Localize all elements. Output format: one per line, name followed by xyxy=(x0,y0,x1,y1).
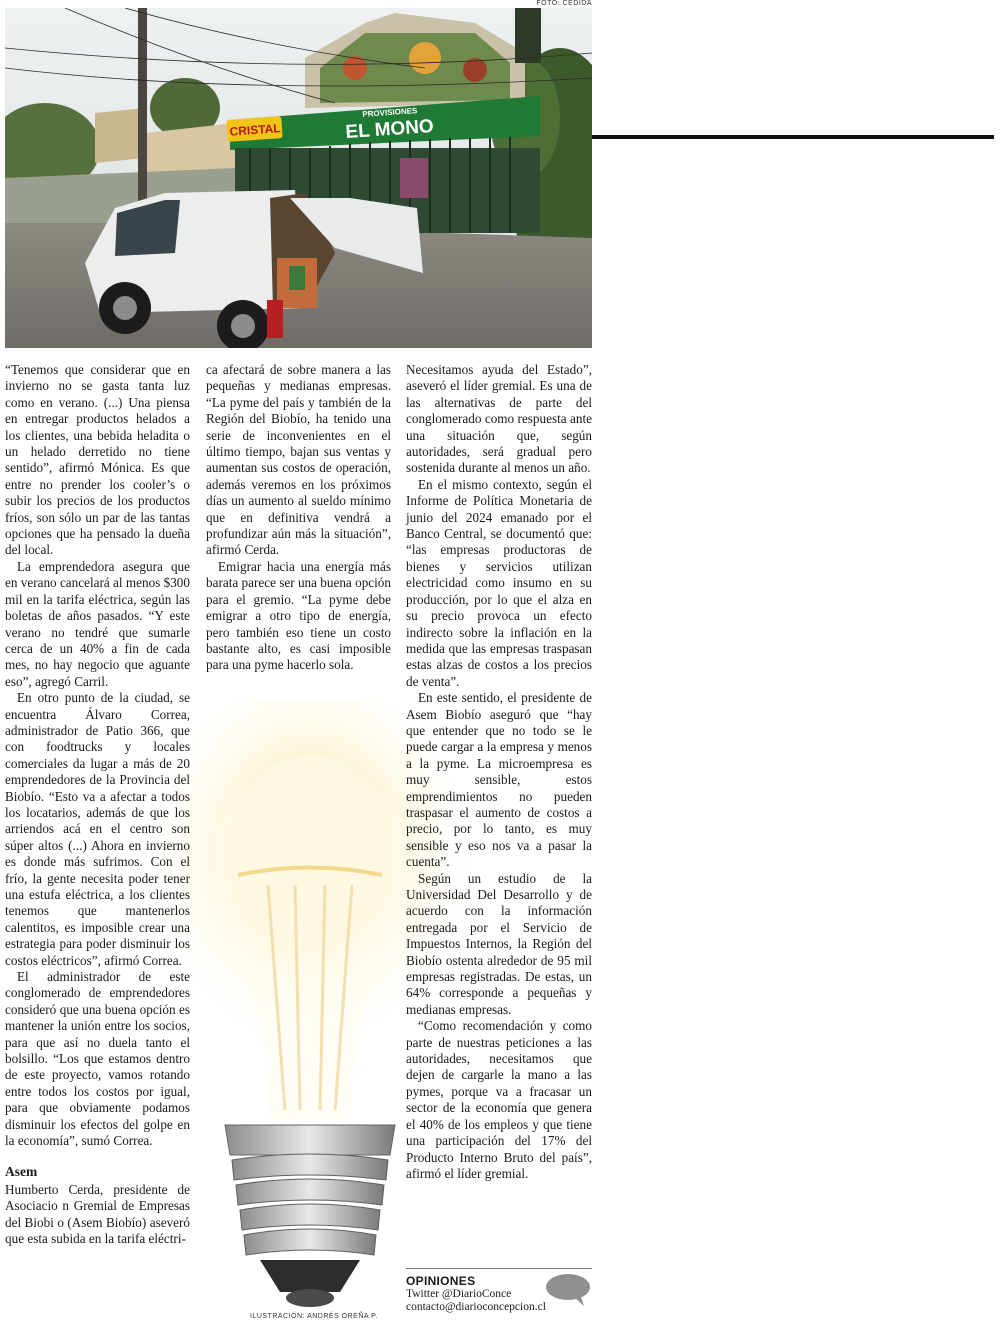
paragraph: En otro punto de la ciudad, se encuentra Álvaro Correa, administrador de Patio 366, que con foodtrucks y locales comerciales da lugar a más de 20 emprendedores de la Provincia del Biobío. “Esto va a afectar a todos los locatarios, además de que los arriendos acá en el centro son súper altos (...) Ahora en invierno es donde más sufrimos. Con el frío, la gente necesita poder tener una estufa eléctrica, a los clientes tenemos que mantenerlos calentitos, es imposible crear una estrategia para poder disminuir los costos eléctricos”, afirmó Correa. xyxy=(5,690,190,968)
twitter-handle[interactable]: Twitter @DiarioConce xyxy=(406,1288,512,1300)
store-sign-main: EL MONO xyxy=(344,115,435,144)
paragraph: Humberto Cerda, presidente de Asociacio n Gremial de Empresas del Biobi o (Asem Biobío) aseveró que esta subida en la tarifa eléctri- xyxy=(5,1181,190,1247)
storefront-photo xyxy=(5,8,592,348)
article-column-1 xyxy=(5,362,190,1248)
article-column-2 xyxy=(206,362,391,674)
photo-credit: FOTO: CEDIDA xyxy=(536,0,592,7)
paragraph: El administrador de este conglomerado de emprendedores consideró que una buena opción es mantener la unión entre los socios, para que así no duela tanto el bolsillo. “Los que estamos dentro de este proyecto, vamos rotando entre todos los costos por igual, para que obviamente podamos disminuir los efectos del golpe en la economía”, sumó Correa. xyxy=(5,969,190,1149)
paragraph: ca afectará de sobre manera a las pequeñas y medianas empresas. “La pyme del país y también de la Región del Biobío, ha tenido una serie de inconvenientes en el último tiempo, bajan sus ventas y aumentan sus costos de operación, además veremos en los próximos días un aumento al sueldo mínimo que en definitiva vendrá a profundizar aún más la situación”, afirmó Cerda. xyxy=(206,362,391,558)
paragraph: En este sentido, el presidente de Asem Biobío aseguró que “hay que entender que no todo se le puede cargar a la empresa y menos a la pyme. La microempresa es muy sensible, estos emprendimientos no pueden traspasar el aumento de costos a precio, por lo tanto, es muy sensible y eso nos va a pasar la cuenta”. xyxy=(406,690,592,870)
illustration-credit: ILUSTRACIÓN: ANDRÉS OREÑA P. xyxy=(250,1313,378,1320)
brand-sign-text: CRISTAL xyxy=(229,121,282,139)
paragraph: “Tenemos que considerar que en invierno no se gasta tanta luz como en verano. (...) Una piensa en entregar productos helados a los clientes, una bebida heladita o un helado derretido no tiene sentido”, afirmó Mónica. Es que entre no prender los cooler’s o subir los precios de los productos fríos, son sólo un par de las tantas opciones que ha pensado la dueña del local. xyxy=(5,362,190,558)
section-divider xyxy=(592,135,994,139)
paragraph: En el mismo contexto, según el Informe de Política Monetaria de junio del 2024 emanado por el Banco Central, se documentó que: “las empresas productoras de bienes y servicios utilizan electricidad como insumo en su producción, por lo que el alza en su precio provoca un efecto indirecto sobre la inflación en la medida que las empresas traspasan estas alzas de costos a los precios de venta”. xyxy=(406,476,592,689)
paragraph: Según un estudio de la Universidad Del Desarrollo y de acuerdo con la información entregada por el Servicio de Impuestos Internos, la Región del Biobío ostenta alrededor de 95 mil empresas registradas. De estas, un 64% corresponde a pequeñas y medianas empresas. xyxy=(406,870,592,1017)
paragraph: Necesitamos ayuda del Estado”, aseveró el líder gremial. Es una de las alternativas de parte del conglomerado como respuesta ante una situación que, según autoridades, será gradual pero sostenida durante al menos un año. xyxy=(406,362,592,476)
subheading: Asem xyxy=(5,1163,38,1179)
paragraph: Emigrar hacia una energía más barata parece ser una buena opción para el gremio. “La pyme debe emigrar a otro tipo de energía, pero también eso tiene un costo bastante alto, es casi imposible para una pyme hacerlo sola. xyxy=(206,558,391,673)
opinions-title: OPINIONES xyxy=(406,1274,476,1288)
article-column-3 xyxy=(406,362,592,1182)
opinions-box xyxy=(406,1268,592,1314)
store-sign-top: PROVISIONES xyxy=(362,106,418,119)
paragraph: “Como recomendación y como parte de nuestras peticiones a las autoridades, necesitamos que dejen de cargarle la mano a las pymes, porque va a fracasar un sector de la economía que genera el 40% de los empleos y que tiene una participación del 17% del Producto Interno Bruto del país”, afirmó el líder gremial. xyxy=(406,1018,592,1181)
paragraph: La emprendedora asegura que en verano cancelará al menos $300 mil en la tarifa eléctrica, según las boletas de años pasados. “Y este verano no tendré que sumarle cerca de un 40% a fin de cada mes, no hay negocio que aguante eso”, agregó Carril. xyxy=(5,558,190,689)
speech-bubble-icon xyxy=(544,1272,592,1308)
contact-email[interactable]: contacto@diarioconcepcion.cl xyxy=(406,1301,546,1313)
